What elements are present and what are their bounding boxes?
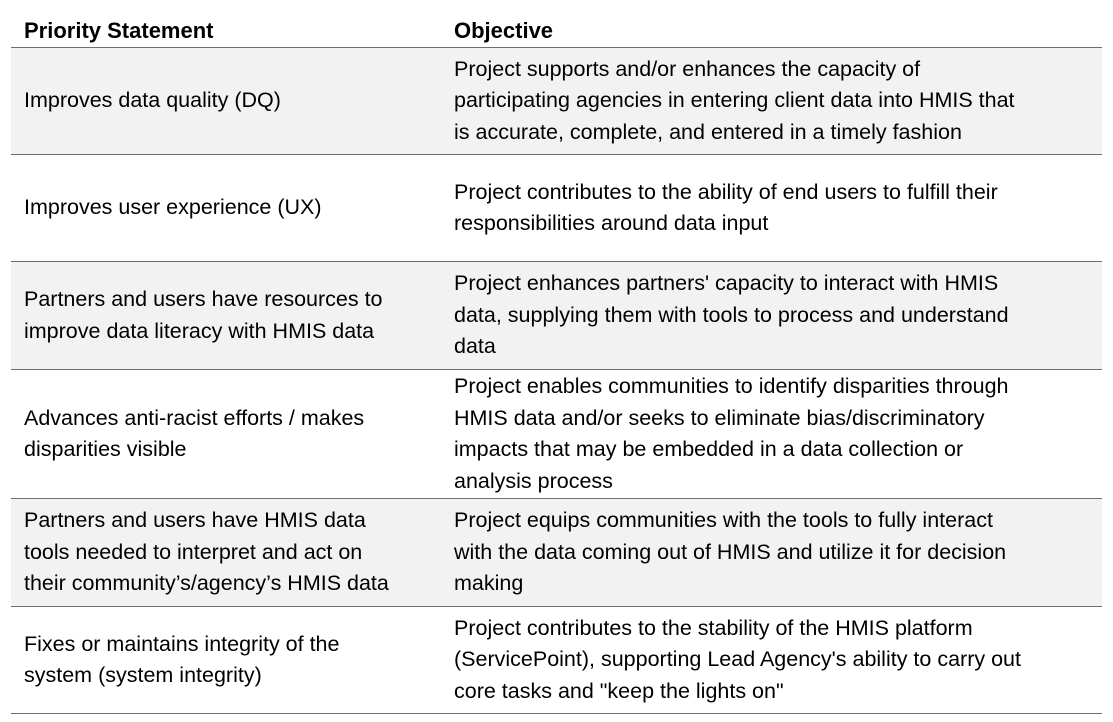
objective-cell: Project supports and/or enhances the capacity of participating agencies in entering client data into HMIS that is accurate, complete, and entered in a timely fashion bbox=[454, 56, 1015, 144]
priority-cell: Partners and users have HMIS data tools needed to interpret and act on their community’s/agency’s HMIS data bbox=[24, 508, 389, 596]
objective-cell: Project equips communities with the tools to fully interact with the data coming out of HMIS and utilize it for decision making bbox=[454, 508, 1007, 596]
table-row bbox=[11, 499, 1102, 607]
table-row bbox=[11, 48, 1102, 155]
table-row bbox=[11, 370, 1102, 499]
priority-objective-table bbox=[11, 14, 1102, 714]
priority-cell: Fixes or maintains integrity of the system (system integrity) bbox=[24, 631, 340, 687]
table-header bbox=[11, 14, 1102, 48]
table-row bbox=[11, 155, 1102, 262]
table-row bbox=[11, 607, 1102, 714]
objective-cell: Project contributes to the ability of end users to fulfill their responsibilities around data input bbox=[454, 179, 998, 235]
objective-cell: Project enhances partners' capacity to interact with HMIS data, supplying them with tools to process and understand data bbox=[454, 271, 1009, 359]
header-priority-statement: Priority Statement bbox=[24, 17, 214, 43]
table-row bbox=[11, 262, 1102, 370]
objective-cell: Project contributes to the stability of the HMIS platform (ServicePoint), supporting Lead Agency's ability to carry out core tasks and "keep the lights on" bbox=[454, 615, 1021, 703]
priority-cell: Advances anti-racist efforts / makes disparities visible bbox=[24, 405, 365, 461]
priority-cell: Improves data quality (DQ) bbox=[24, 88, 281, 113]
objective-cell: Project enables communities to identify disparities through HMIS data and/or seeks to eliminate bias/discriminatory impacts that may be embedded in a data collection or analysis process bbox=[454, 374, 1009, 493]
header-objective: Objective bbox=[454, 17, 554, 43]
priority-cell: Partners and users have resources to improve data literacy with HMIS data bbox=[24, 287, 383, 343]
priority-cell: Improves user experience (UX) bbox=[24, 195, 322, 220]
